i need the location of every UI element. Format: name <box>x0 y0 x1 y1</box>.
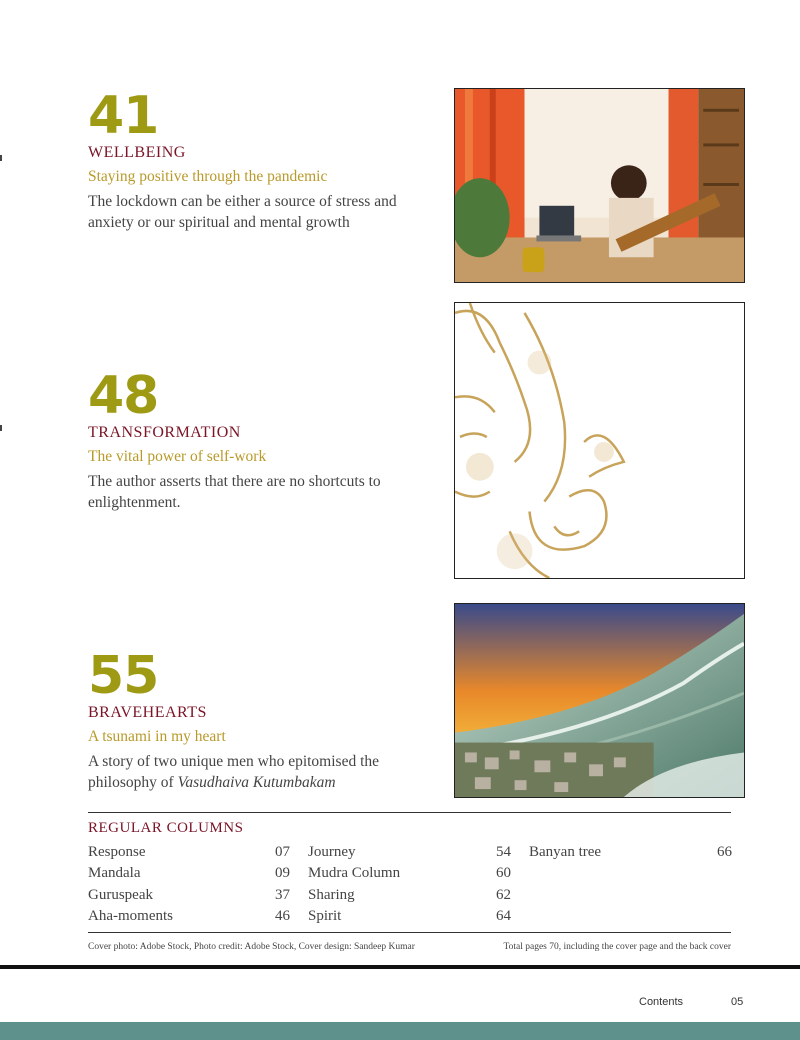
section-title: TRANSFORMATION <box>88 424 241 441</box>
column-page: 62 <box>496 886 511 903</box>
divider-bottom <box>88 932 731 933</box>
column-page: 64 <box>496 907 511 924</box>
footer-page-number: 05 <box>731 996 744 1008</box>
list-item[interactable] <box>308 842 511 863</box>
list-item[interactable] <box>88 842 290 863</box>
article-transformation[interactable] <box>88 366 428 513</box>
section-title: WELLBEING <box>88 144 186 161</box>
woman-playing-guitar-photo <box>454 88 745 283</box>
column-name: Guruspeak <box>88 886 153 903</box>
page-number: 48 <box>88 366 159 426</box>
columns-group-2 <box>308 842 511 927</box>
description: The lockdown can be either a source of stress and anxiety or our spiritual and mental growth <box>88 193 397 231</box>
divider-top <box>88 812 731 813</box>
list-item[interactable] <box>308 863 511 884</box>
edge-mark <box>0 155 2 161</box>
article-wellbeing[interactable] <box>88 86 428 233</box>
column-name: Journey <box>308 844 356 860</box>
list-item[interactable] <box>308 885 511 906</box>
cover-credits: Cover photo: Adobe Stock, Photo credit: Adobe Stock, Cover design: Sandeep Kumar <box>88 942 415 952</box>
column-name: Spirit <box>308 907 342 924</box>
list-item[interactable] <box>88 906 290 927</box>
buddha-line-illustration <box>454 302 745 579</box>
section-title: BRAVEHEARTS <box>88 704 207 721</box>
columns-group-1 <box>88 842 290 927</box>
description-text: A story of two unique men who epitomised the philosophy of <box>88 753 380 791</box>
columns-group-3 <box>529 842 732 863</box>
list-item[interactable] <box>88 885 290 906</box>
list-item[interactable] <box>308 906 511 927</box>
column-page: 66 <box>717 844 732 860</box>
page-number: 55 <box>88 646 159 706</box>
column-name: Mudra Column <box>308 865 401 882</box>
column-name: Mandala <box>88 865 141 882</box>
headline: Staying positive through the pandemic <box>88 168 328 185</box>
column-page: 60 <box>496 865 511 882</box>
bottom-color-band <box>0 1022 800 1040</box>
edge-mark <box>0 425 2 431</box>
column-name: Response <box>88 844 146 860</box>
column-name: Banyan tree <box>529 844 602 860</box>
column-page: 07 <box>275 844 290 860</box>
regular-columns-title: REGULAR COLUMNS <box>88 820 244 836</box>
headline: The vital power of self-work <box>88 448 267 465</box>
column-page: 54 <box>496 844 511 860</box>
description-italic: Vasudhaiva Kutumbakam <box>177 774 336 791</box>
headline: A tsunami in my heart <box>88 728 226 745</box>
description <box>88 751 428 793</box>
column-page: 37 <box>275 886 290 903</box>
footer-section-label: Contents <box>639 996 684 1008</box>
column-page: 46 <box>275 907 290 924</box>
list-item[interactable] <box>88 863 290 884</box>
article-bravehearts[interactable] <box>88 646 428 793</box>
footer-rule <box>0 965 800 969</box>
list-item[interactable] <box>529 842 732 863</box>
column-name: Aha-moments <box>88 907 173 924</box>
description: The author asserts that there are no shortcuts to enlightenment. <box>88 473 381 511</box>
page-number: 41 <box>88 86 159 146</box>
column-page: 09 <box>275 865 290 882</box>
column-name: Sharing <box>308 886 355 903</box>
total-pages-note: Total pages 70, including the cover page and the back cover <box>503 942 731 952</box>
tsunami-wave-photo <box>454 603 745 798</box>
